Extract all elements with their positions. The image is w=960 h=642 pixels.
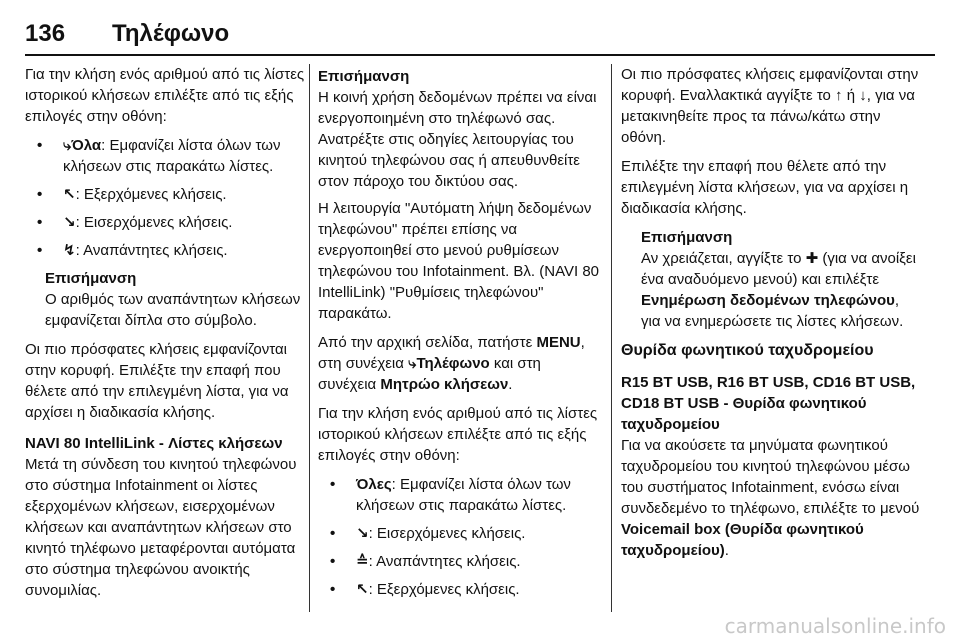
- section-heading: Θυρίδα φωνητικού ταχυδρομείου: [621, 342, 874, 359]
- column-divider-1: [309, 64, 310, 612]
- column-2: [318, 64, 603, 607]
- paragraph: Επιλέξτε την επαφή που θέλετε από την επιλεγμένη λίστα κλήσεων, για να αρχίσει η διαδικασία κλήσης.: [621, 158, 909, 217]
- list-item: • ≙: Αναπάντητες κλήσεις.: [318, 551, 603, 572]
- watermark: carmanualsonline.info: [724, 614, 946, 638]
- note-heading: Επισήμανση: [45, 270, 137, 287]
- note-text: Η κοινή χρήση δεδομένων πρέπει να είναι ενεργοποιημένη στο τηλέφωνό σας. Ανατρέξτε στις οδηγίες λειτουργίας του κινητού τηλεφώνου σας ή απευθυνθείτε στον πάροχο του δικτύου σας.: [318, 89, 597, 190]
- menu-label: MENU: [536, 334, 581, 351]
- missed-call-icon: ↯: [63, 242, 76, 259]
- note-text: Η λειτουργία "Αυτόματη λήψη δεδομένων τηλεφώνου" πρέπει επίσης να ενεργοποιηθεί στο μενού ρυθμίσεων τηλεφώνου του Infotainment. Βλ. (NAVI 80 IntelliLink) "Ρυθμίσεις τηλεφώνου" παρακάτω.: [318, 200, 600, 322]
- note-heading: Επισήμανση: [641, 229, 733, 246]
- paragraph: Οι πιο πρόσφατες κλήσεις εμφανίζονται στην κορυφή. Επιλέξτε την επαφή που θέλετε από την επιλεγμένη λίστα, για να αρχίσει η διαδικασία κλήσης.: [25, 341, 289, 421]
- paragraph: Για να ακούσετε τα μηνύματα φωνητικού ταχυδρομείου του κινητού τηλεφώνου μέσω του συστήματος Infotainment, ενόσω είναι συνδεδεμένο το τηλέφωνο, επιλέξτε το μενού Voicemail box (Θυρίδα φωνητικού ταχυδρομείου).: [621, 437, 920, 559]
- call-list-options: [25, 135, 305, 261]
- list-item: • Όλες: Εμφανίζει λίστα όλων των κλήσεων στις παρακάτω λίστες.: [318, 474, 603, 516]
- note: Επισήμανση Αν χρειάζεται, αγγίξτε το ✚ (για να ανοίξει ένα αναδυόμενο μενού) και επιλέξτε Ενημέρωση δεδομένων τηλεφώνου, για να ενημερώσετε τις λίστες κλήσεων.: [641, 227, 921, 332]
- column-1: [25, 64, 305, 609]
- header-rule: [25, 54, 935, 56]
- note-text: Ο αριθμός των αναπάντητων κλήσεων εμφανίζεται δίπλα στο σύμβολο.: [45, 291, 301, 329]
- list-item: • ↖: Εξερχόμενες κλήσεις.: [318, 579, 603, 600]
- list-item: • ↯: Αναπάντητες κλήσεις.: [25, 240, 305, 261]
- note: [45, 268, 305, 331]
- note: [318, 66, 603, 324]
- page-title: Τηλέφωνο: [112, 20, 230, 47]
- paragraph: Για την κλήση ενός αριθμού από τις λίστες ιστορικού κλήσεων επιλέξτε από τις εξής επιλογές στην οθόνη:: [318, 405, 598, 464]
- missed-call-icon: ≙: [356, 553, 369, 570]
- sub-heading: R15 BT USB, R16 BT USB, CD16 BT USB, CD18 BT USB - Θυρίδα φωνητικού ταχυδρομείου: [621, 374, 916, 433]
- column-3: [621, 64, 921, 569]
- plus-icon: ✚: [805, 250, 819, 267]
- call-list-options: [318, 474, 603, 600]
- list-item: • ↖: Εξερχόμενες κλήσεις.: [25, 184, 305, 205]
- outgoing-call-icon: ↖: [356, 581, 369, 598]
- paragraph: Οι πιο πρόσφατες κλήσεις εμφανίζονται στην κορυφή. Εναλλακτικά αγγίξτε το ↑ ή ↓, για να μετακινηθείτε προς τα πάνω/κάτω στην οθόνη.: [621, 66, 919, 146]
- note-heading: Επισήμανση: [318, 68, 410, 85]
- column-divider-2: [611, 64, 612, 612]
- list-item: • ↘: Εισερχόμενες κλήσεις.: [318, 523, 603, 544]
- paragraph: Από την αρχική σελίδα, πατήστε MENU, στη συνέχεια ⤷Τηλέφωνο και στη συνέχεια Μητρώο κλήσεων.: [318, 334, 585, 393]
- outgoing-call-icon: ↖: [63, 186, 76, 203]
- phone-icon: ⤷: [63, 137, 72, 154]
- incoming-call-icon: ↘: [356, 525, 369, 542]
- paragraph: Για την κλήση ενός αριθμού από τις λίστες ιστορικού κλήσεων επιλέξτε από τις εξής επιλογές στην οθόνη:: [25, 66, 305, 125]
- list-item: • ↘: Εισερχόμενες κλήσεις.: [25, 212, 305, 233]
- page-header: [0, 0, 960, 50]
- paragraph: Μετά τη σύνδεση του κινητού τηλεφώνου στο σύστημα Infotainment οι λίστες εξερχομένων κλήσεων, εισερχομένων κλήσεων και αναπάντητων κλήσεων στο κινητό τηλέφωνο μεταφέρονται αυτόματα στο σύστημα τηλεφώνου ανοικτής συνομιλίας.: [25, 456, 297, 599]
- section-heading: NAVI 80 IntelliLink - Λίστες κλήσεων: [25, 435, 283, 452]
- list-item: • ⤷Όλα: Εμφανίζει λίστα όλων των κλήσεων στις παρακάτω λίστες.: [25, 135, 305, 177]
- page-number: 136: [25, 20, 66, 47]
- phone-icon: ⤷: [408, 355, 417, 372]
- incoming-call-icon: ↘: [63, 214, 76, 231]
